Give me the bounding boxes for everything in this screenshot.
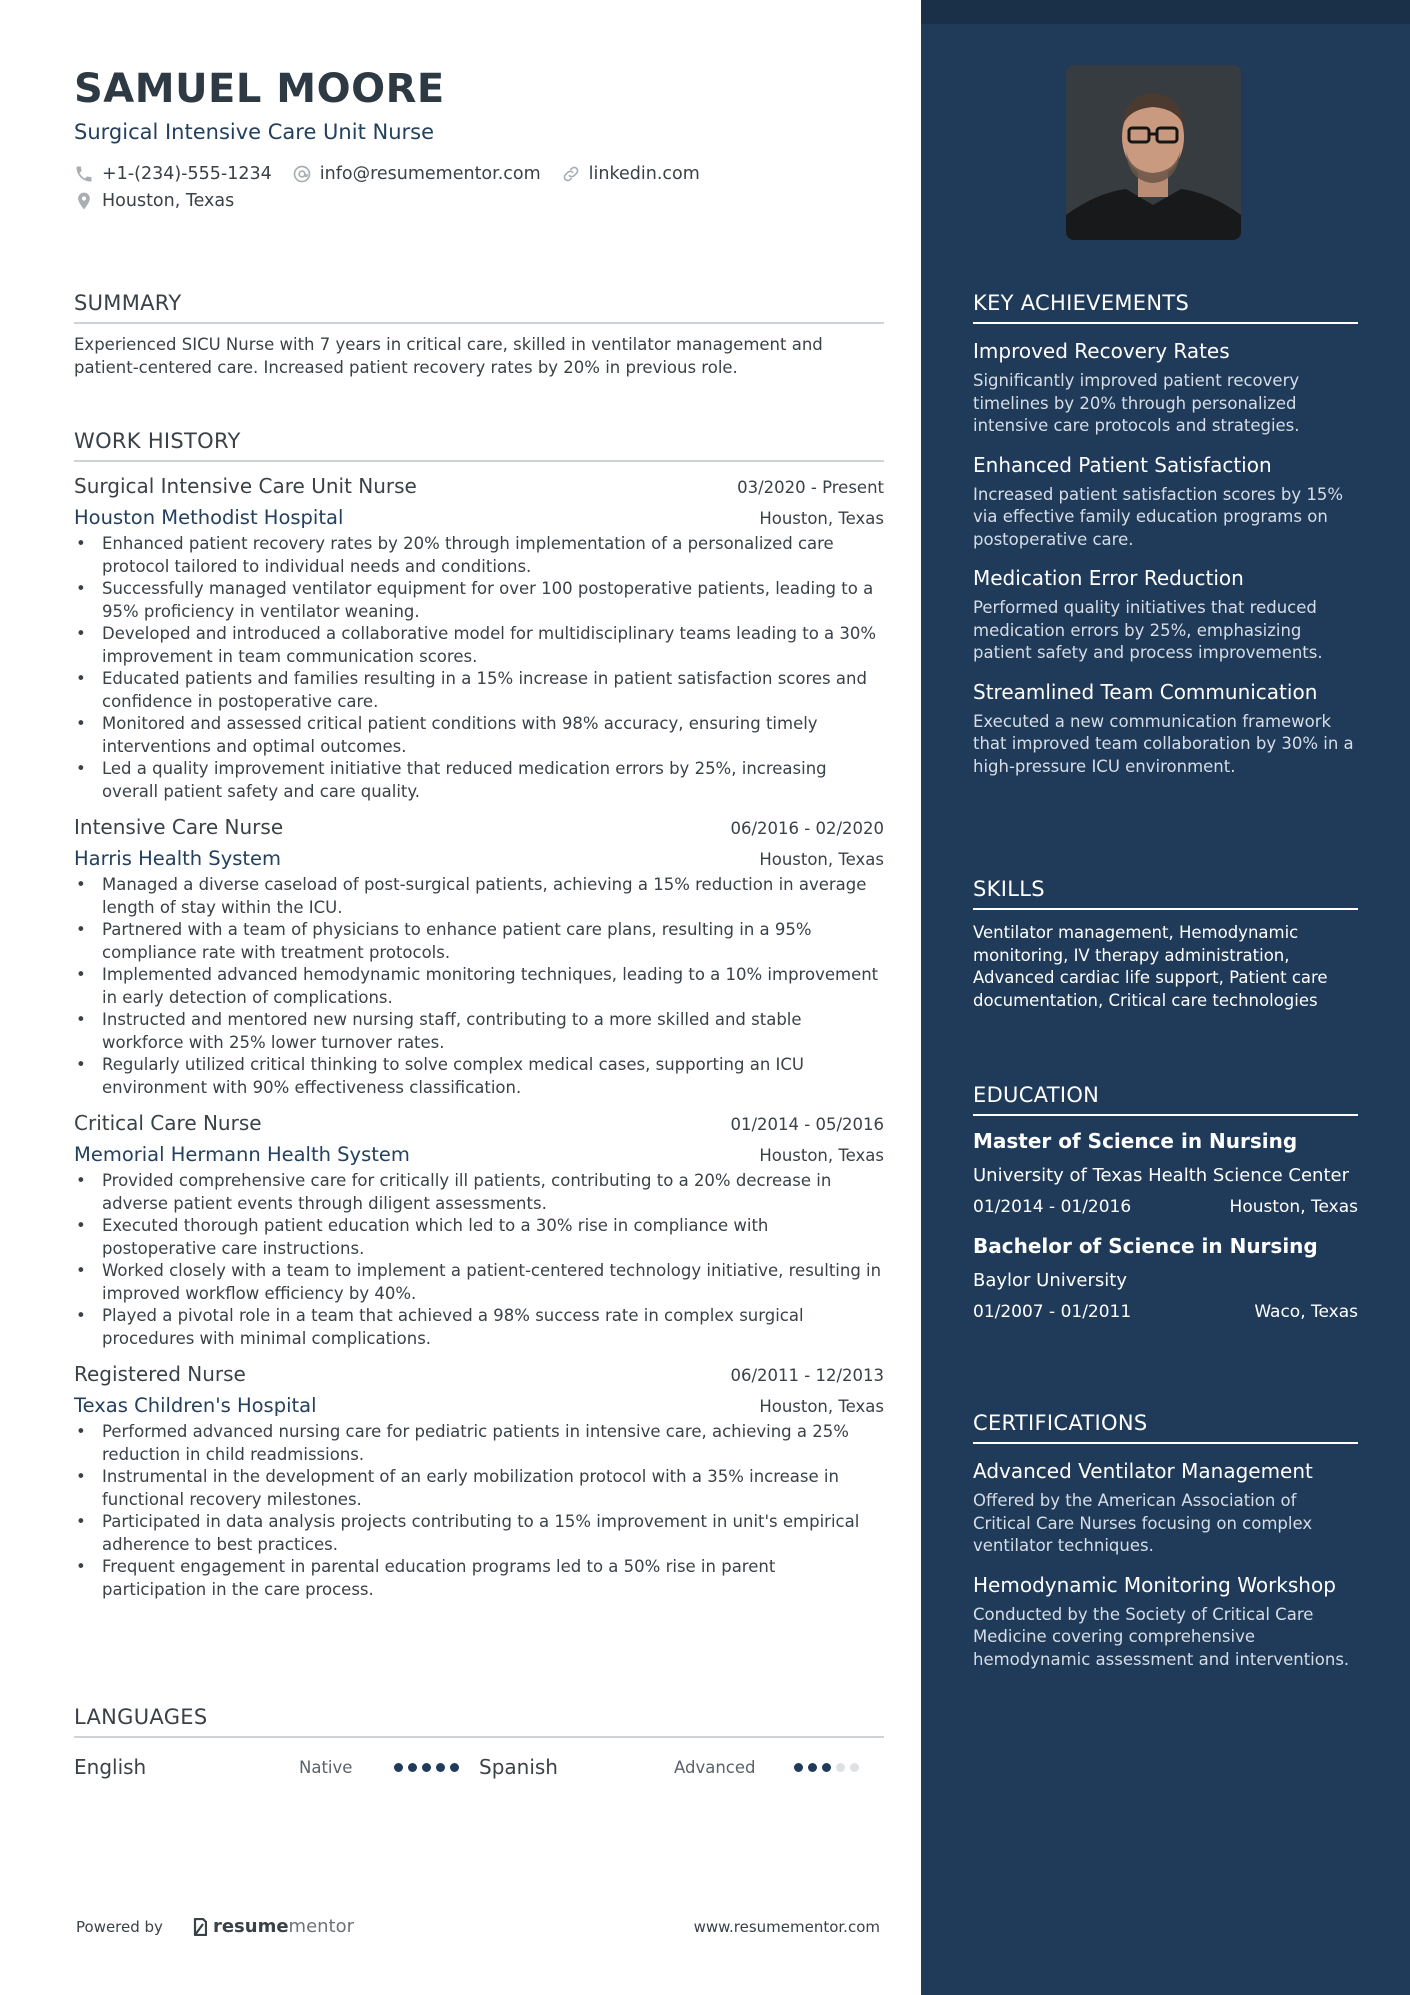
job-location: Houston, Texas [759,850,884,869]
skills-section [973,874,1358,1012]
certifications-section [973,1408,1358,1671]
sidebar-top-bar [921,0,1410,24]
job-bullet: • Executed thorough patient education which led to a 30% rise in compliance with postoperative care instructions. [74,1215,884,1260]
education-title: EDUCATION [973,1080,1358,1116]
contact-location [74,191,234,211]
education-degree: Master of Science in Nursing [973,1129,1298,1153]
achievement-title: Improved Recovery Rates [973,339,1230,363]
achievement-title: Medication Error Reduction [973,566,1244,590]
rating-dot-filled [450,1763,459,1772]
job-dates: 06/2016 - 02/2020 [730,819,884,838]
job-title: Intensive Care Nurse [74,815,284,839]
rating-dot-empty [836,1763,845,1772]
achievement-desc: Executed a new communication framework that improved team collaboration by 30% in a high-pressure ICU environment. [973,711,1354,776]
education-item [973,1233,1358,1322]
contact-email[interactable] [292,164,541,184]
achievement-title: Streamlined Team Communication [973,679,1318,704]
job-bullet: • Developed and introduced a collaborative model for multidisciplinary teams leading to a 30% improvement in team communication scores. [74,623,884,668]
job-bullet: • Played a pivotal role in a team that achieved a 98% success rate in complex surgical procedures with minimal complications. [74,1305,884,1350]
job-bullet: • Worked closely with a team to implement a patient-centered technology initiative, resulting in improved workflow efficiency by 40%. [74,1260,884,1305]
key-achievements-title: KEY ACHIEVEMENTS [973,288,1358,324]
footer [76,1916,880,1937]
education-dates: 01/2007 - 01/2011 [973,1302,1132,1322]
brand-mark-icon [193,1918,207,1936]
language-rating [394,1763,464,1772]
language-rating [794,1763,864,1772]
job-bullets [74,533,884,803]
brand-logo[interactable] [193,1916,354,1937]
job-title: Surgical Intensive Care Unit Nurse [74,474,417,498]
job-bullet: • Implemented advanced hemodynamic monitoring techniques, leading to a 10% improvement in early detection of complications. [74,964,884,1009]
link-icon [561,164,581,184]
achievement-desc: Significantly improved patient recovery timelines by 20% through personalized intensive care protocols and strategies. [973,371,1300,435]
language-level: Advanced [674,1757,756,1777]
contact-info [74,160,884,214]
job-location: Houston, Texas [759,1397,884,1416]
certification-item [973,1572,1358,1672]
achievement-item [973,565,1358,665]
job-bullet: • Regularly utilized critical thinking to solve complex medical cases, supporting an ICU environment with 90% effectiveness classification. [74,1054,884,1099]
job-bullets [74,874,884,1099]
website-link[interactable]: www.resumementor.com [693,1917,880,1936]
skills-title: SKILLS [973,874,1358,910]
rating-dot-filled [422,1763,431,1772]
education-location: Waco, Texas [1254,1302,1358,1322]
language-name: English [74,1755,147,1779]
language-item [479,1755,884,1779]
job-bullet: • Participated in data analysis projects contributing to a 15% improvement in unit's empirical adherence to best practices. [74,1511,884,1556]
achievement-title: Enhanced Patient Satisfaction [973,452,1272,477]
location-text: Houston, Texas [102,190,235,211]
certification-item [973,1458,1358,1558]
contact-linkedin[interactable] [561,164,700,184]
education-school: University of Texas Health Science Center [973,1165,1349,1186]
rating-dot-filled [808,1763,817,1772]
achievement-item [973,338,1358,438]
achievement-desc: Performed quality initiatives that reduced medication errors by 25%, emphasizing patient safety and process improvements. [973,598,1323,662]
language-name: Spanish [479,1755,558,1779]
job-entry [74,474,884,803]
summary-section [74,288,884,379]
rating-dot-filled [408,1763,417,1772]
resume-header [74,62,884,214]
job-bullet: • Led a quality improvement initiative that reduced medication errors by 25%, increasing overall patient safety and care quality. [74,758,884,803]
brand-name-part-1: resume [212,1916,289,1937]
job-company: Texas Children's Hospital [74,1394,317,1417]
summary-text: Experienced SICU Nurse with 7 years in critical care, skilled in ventilator management and patient-centered care. Increased patient recovery rates by 20% in previous role. [74,335,823,377]
rating-dot-filled [436,1763,445,1772]
job-dates: 01/2014 - 05/2016 [730,1115,884,1134]
education-school: Baylor University [973,1270,1127,1291]
skills-text: Ventilator management, Hemodynamic monitoring, IV therapy administration, Advanced cardiac life support, Patient care documentation, Critical care technologies [973,923,1328,1010]
email-text: info@resumementor.com [319,163,541,184]
job-bullets [74,1421,884,1601]
certification-desc: Offered by the American Association of Critical Care Nurses focusing on complex ventilator techniques. [973,1491,1313,1555]
certifications-title: CERTIFICATIONS [973,1408,1358,1444]
job-title: Critical Care Nurse [74,1111,262,1135]
job-bullet: • Instrumental in the development of an early mobilization protocol with a 35% increase in functional recovery milestones. [74,1466,884,1511]
job-entry [74,815,884,1099]
phone-text: +1-(234)-555-1234 [102,163,272,184]
profile-photo [1066,65,1241,240]
rating-dot-filled [394,1763,403,1772]
job-dates: 03/2020 - Present [737,478,884,497]
certification-desc: Conducted by the Society of Critical Care Medicine covering comprehensive hemodynamic assessment and interventions. [973,1604,1350,1669]
certification-title: Advanced Ventilator Management [973,1459,1313,1483]
job-bullet: • Successfully managed ventilator equipment for over 100 postoperative patients, leading to a 95% proficiency in ventilator weaning. [74,578,884,623]
job-company: Memorial Hermann Health System [74,1143,410,1166]
job-bullet: • Partnered with a team of physicians to enhance patient care plans, resulting in a 95% compliance rate with treatment protocols. [74,919,884,964]
achievement-desc: Increased patient satisfaction scores by 15% via effective family education programs on postoperative care. [973,484,1344,549]
education-degree: Bachelor of Science in Nursing [973,1234,1318,1258]
language-item [74,1755,479,1779]
candidate-name: SAMUEL MOORE [74,66,445,112]
education-section [973,1080,1358,1322]
education-location: Houston, Texas [1229,1197,1358,1217]
job-company: Harris Health System [74,847,282,870]
job-bullet: • Instructed and mentored new nursing staff, contributing to a more skilled and stable workforce with 25% lower turnover rates. [74,1009,884,1054]
linkedin-text: linkedin.com [588,163,700,184]
rating-dot-filled [794,1763,803,1772]
location-pin-icon [74,191,94,211]
languages-title: LANGUAGES [74,1702,884,1738]
job-entry [74,1362,884,1601]
job-location: Houston, Texas [759,509,884,528]
work-history-title: WORK HISTORY [74,426,884,462]
summary-title: SUMMARY [74,288,884,324]
job-entry [74,1111,884,1350]
job-title: Registered Nurse [74,1362,246,1386]
certification-title: Hemodynamic Monitoring Workshop [973,1572,1336,1597]
job-bullet: • Managed a diverse caseload of post-surgical patients, achieving a 15% reduction in average length of stay within the ICU. [74,874,884,919]
job-bullets [74,1170,884,1350]
job-bullet: • Performed advanced nursing care for pediatric patients in intensive care, achieving a 25% reduction in child readmissions. [74,1421,884,1466]
rating-dot-empty [850,1763,859,1772]
job-bullet: • Educated patients and families resulting in a 15% increase in patient satisfaction scores and confidence in postoperative care. [74,668,884,713]
candidate-role: Surgical Intensive Care Unit Nurse [74,120,434,144]
achievement-item [973,452,1358,552]
rating-dot-filled [822,1763,831,1772]
job-bullet: • Monitored and assessed critical patient conditions with 98% accuracy, ensuring timely interventions and optimal outcomes. [74,713,884,758]
work-history-section [74,426,884,1601]
at-sign-icon [292,164,312,184]
education-dates: 01/2014 - 01/2016 [973,1197,1132,1217]
sidebar [921,0,1410,1995]
job-location: Houston, Texas [759,1146,884,1165]
brand-name-part-2: mentor [288,1916,355,1937]
language-level: Native [299,1757,353,1777]
job-bullet: • Enhanced patient recovery rates by 20% through implementation of a personalized care protocol tailored to individual needs and conditions. [74,533,884,578]
job-dates: 06/2011 - 12/2013 [730,1366,884,1385]
powered-by-text: Powered by [76,1917,163,1936]
languages-section [74,1702,884,1782]
education-item [973,1128,1358,1217]
job-company: Houston Methodist Hospital [74,506,344,529]
contact-phone[interactable] [74,164,272,184]
phone-icon [74,164,94,184]
job-bullet: • Provided comprehensive care for critically ill patients, contributing to a 20% decrease in adverse patient events through diligent assessments. [74,1170,884,1215]
achievement-item [973,679,1358,779]
key-achievements-section [973,288,1358,778]
job-bullet: • Frequent engagement in parental education programs led to a 50% rise in parent participation in the care process. [74,1556,884,1601]
